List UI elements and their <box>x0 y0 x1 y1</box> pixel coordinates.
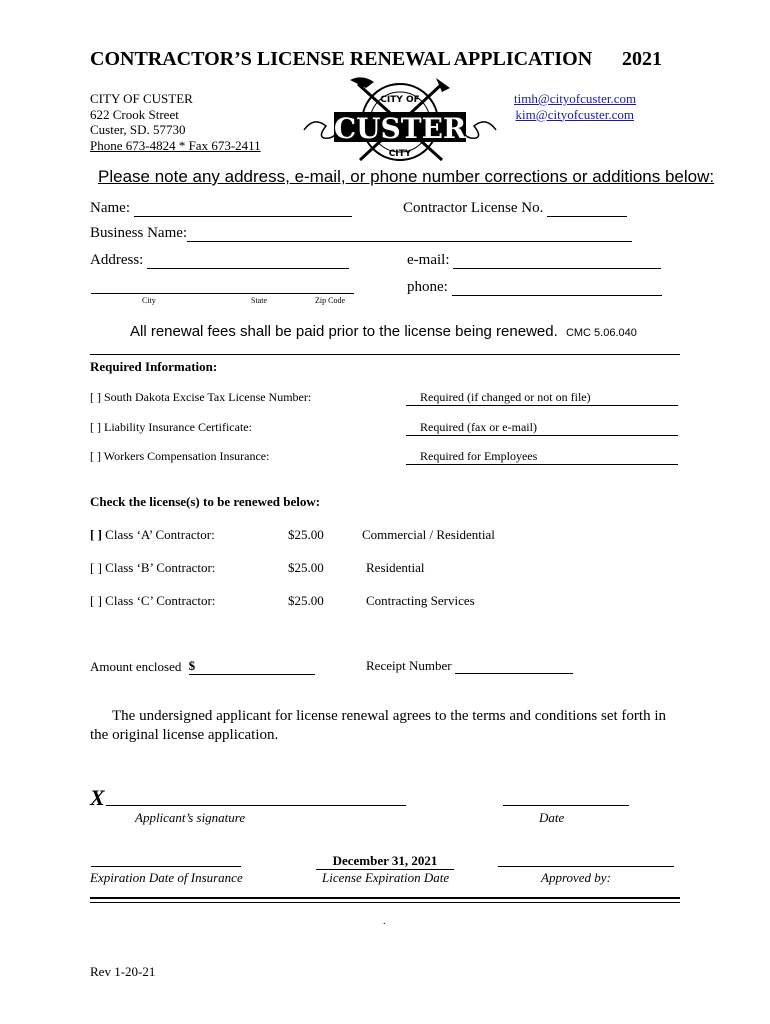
class-c-fee: $25.00 <box>288 593 324 608</box>
insurance-expiration-label: Expiration Date of Insurance <box>90 870 243 885</box>
checkbox-liability[interactable]: [ ] <box>90 420 101 434</box>
class-b-label: Class ‘B’ Contractor: <box>105 560 216 575</box>
class-c-type: Contracting Services <box>366 593 475 608</box>
name-field[interactable] <box>90 200 352 217</box>
signature-x-mark: X <box>90 785 105 810</box>
checkbox-workers-comp[interactable]: [ ] <box>90 449 101 463</box>
approved-by-label: Approved by: <box>541 870 611 885</box>
checkbox-class-a[interactable]: [ ] <box>90 527 102 542</box>
applicant-signature-label: Applicant’s signature <box>135 810 246 825</box>
license-expiration-label: License Expiration Date <box>322 870 450 885</box>
city-state-zip: Custer, SD. 57730 <box>90 122 186 137</box>
receipt-line[interactable] <box>455 659 573 674</box>
date-line[interactable] <box>503 805 629 806</box>
address-label: Address: <box>90 252 144 268</box>
page-title: CONTRACTOR’S LICENSE RENEWAL APPLICATION <box>90 48 593 70</box>
approved-by-line[interactable] <box>498 866 674 867</box>
excise-label: South Dakota Excise Tax License Number: <box>104 390 312 404</box>
license-class-c[interactable] <box>90 593 215 609</box>
workers-comp-status: Required for Employees <box>406 449 678 465</box>
email-link-kim[interactable]: kim@cityofcuster.com <box>515 106 634 122</box>
date-label: Date <box>539 810 565 825</box>
license-no-field[interactable] <box>403 200 627 217</box>
licenses-heading: Check the license(s) to be renewed below: <box>90 494 321 509</box>
class-c-label: Class ‘C’ Contractor: <box>105 593 216 608</box>
checkbox-class-c[interactable]: [ ] <box>90 593 102 608</box>
email-link-timh[interactable]: timh@cityofcuster.com <box>514 91 637 106</box>
footer-rule-bottom <box>90 902 680 903</box>
logo-text-bottom: CITY <box>388 149 412 159</box>
state-caption: State <box>251 296 267 305</box>
fees-note-text: All renewal fees shall be paid prior to the license being renewed. <box>130 323 558 340</box>
city-state-zip-line[interactable] <box>91 293 354 294</box>
insurance-expiration-line[interactable] <box>91 866 241 867</box>
amount-line[interactable] <box>189 658 315 675</box>
required-item-workers-comp[interactable] <box>90 449 269 464</box>
receipt-label: Receipt Number <box>366 658 452 673</box>
license-class-b[interactable] <box>90 560 215 576</box>
email-block <box>514 91 637 122</box>
footer-rule-top <box>90 897 680 899</box>
checkbox-class-b[interactable]: [ ] <box>90 560 102 575</box>
city-name: CITY OF CUSTER <box>90 91 193 106</box>
business-name-line[interactable] <box>187 226 632 242</box>
phone-fax: Phone 673-4824 * Fax 673-2411 <box>90 137 261 153</box>
form-year: 2021 <box>622 48 662 70</box>
email-label: e-mail: <box>407 252 450 268</box>
zip-caption: Zip Code <box>315 296 345 305</box>
street-address: 622 Crook Street <box>90 106 179 122</box>
license-no-label: Contractor License No. <box>403 200 544 216</box>
receipt-number-field[interactable] <box>366 658 573 674</box>
required-item-excise[interactable] <box>90 390 311 405</box>
class-b-fee: $25.00 <box>288 560 324 575</box>
license-class-a[interactable] <box>90 527 215 543</box>
fees-note-code: CMC 5.06.040 <box>565 327 637 339</box>
address-line[interactable] <box>147 253 349 269</box>
name-label: Name: <box>90 200 130 216</box>
liability-label: Liability Insurance Certificate: <box>104 420 252 434</box>
required-item-liability[interactable] <box>90 420 252 435</box>
excise-status: Required (if changed or not on file) <box>406 390 678 406</box>
corrections-notice: Please note any address, e-mail, or phone number corrections or additions below: <box>98 167 715 186</box>
address-field[interactable] <box>90 252 349 269</box>
fees-note <box>130 323 637 340</box>
applicant-signature-line[interactable] <box>106 805 406 806</box>
business-name-label: Business Name: <box>90 225 188 241</box>
business-name-field[interactable] <box>90 225 632 242</box>
revision-label: Rev 1-20-21 <box>90 964 156 979</box>
logo-text-top: CITY OF <box>380 95 420 105</box>
class-a-label: Class ‘A’ Contractor: <box>105 527 215 542</box>
agreement-text: The undersigned applicant for license renewal agrees to the terms and conditions set forth in the original license application. <box>90 708 666 743</box>
city-of-custer-seal-icon <box>300 72 500 164</box>
class-a-fee: $25.00 <box>288 527 324 542</box>
amount-enclosed-field[interactable] <box>90 658 315 675</box>
phone-line[interactable] <box>452 280 662 296</box>
currency-symbol: $ <box>188 658 196 673</box>
section-divider <box>90 354 680 355</box>
workers-comp-label: Workers Compensation Insurance: <box>103 449 270 463</box>
footer-dot: . <box>383 916 386 927</box>
required-heading: Required Information: <box>90 359 218 374</box>
logo-text-main: CUSTER <box>333 112 467 145</box>
email-field[interactable] <box>407 252 661 269</box>
checkbox-excise[interactable]: [ ] <box>90 390 101 404</box>
city-logo <box>300 72 500 164</box>
class-b-type: Residential <box>366 560 425 575</box>
license-expiration-value: December 31, 2021 <box>316 853 454 870</box>
city-caption: City <box>142 296 156 305</box>
class-a-type: Commercial / Residential <box>362 527 495 542</box>
phone-label: phone: <box>407 279 448 295</box>
city-address-block <box>90 91 261 153</box>
license-no-line[interactable] <box>547 201 627 217</box>
liability-status: Required (fax or e-mail) <box>406 420 678 436</box>
amount-label: Amount enclosed <box>90 659 182 674</box>
phone-field[interactable] <box>407 279 662 296</box>
email-line[interactable] <box>453 253 661 269</box>
name-line[interactable] <box>134 201 352 217</box>
